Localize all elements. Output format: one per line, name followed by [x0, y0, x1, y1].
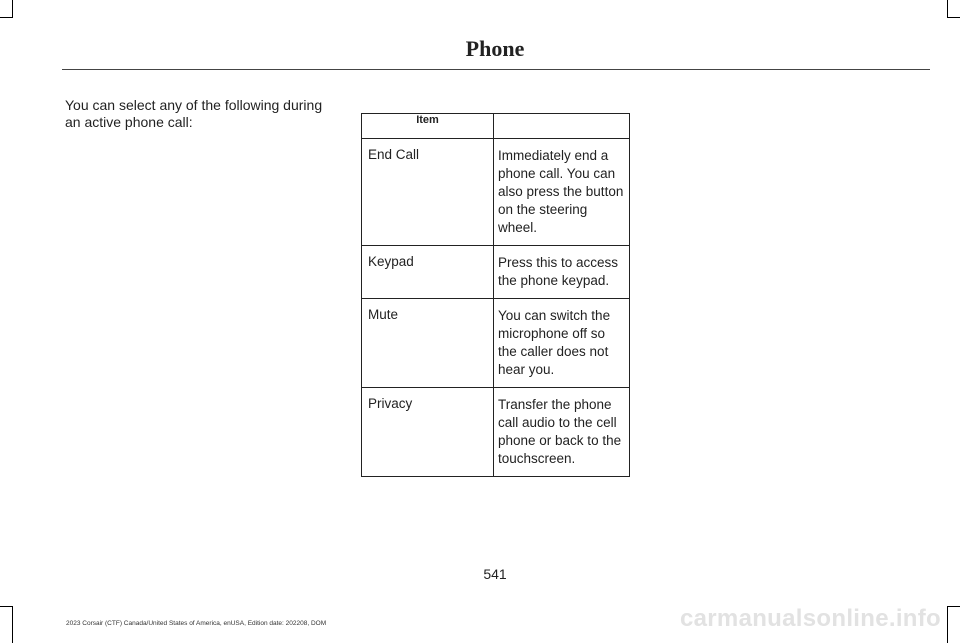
item-description: Press this to access the phone keypad. [494, 246, 630, 299]
column-header-description [494, 114, 630, 139]
edition-footer: 2023 Corsair (CTF) Canada/United States of America, enUSA, Edition date: 202208, DOM [66, 620, 327, 627]
item-name: Privacy [362, 388, 494, 477]
item-name: Mute [362, 299, 494, 388]
table-row [362, 246, 630, 299]
header-divider [62, 69, 930, 70]
crop-mark [0, 17, 13, 18]
table-row [362, 299, 630, 388]
column-header-item: Item [362, 114, 494, 139]
crop-mark [947, 17, 960, 18]
item-description: Transfer the phone call audio to the cell phone or back to the touchscreen. [494, 388, 630, 477]
crop-mark [947, 606, 948, 643]
page-number: 541 [483, 566, 507, 582]
crop-mark [12, 606, 13, 643]
page-title: Phone [465, 36, 525, 61]
crop-mark [947, 606, 960, 607]
table-header-row [362, 114, 630, 139]
item-description: You can switch the microphone off so the caller does not hear you. [494, 299, 630, 388]
crop-mark [12, 0, 13, 17]
phone-call-options-table [361, 113, 630, 477]
item-name: End Call [362, 139, 494, 246]
table-row [362, 139, 630, 246]
crop-mark [947, 0, 948, 17]
item-description: Immediately end a phone call. You can also press the button on the steering wheel. [494, 139, 630, 246]
item-name: Keypad [362, 246, 494, 299]
table-row [362, 388, 630, 477]
watermark: carmanualsonline.info [680, 605, 942, 632]
intro-text: You can select any of the following during an active phone call: [65, 97, 323, 130]
